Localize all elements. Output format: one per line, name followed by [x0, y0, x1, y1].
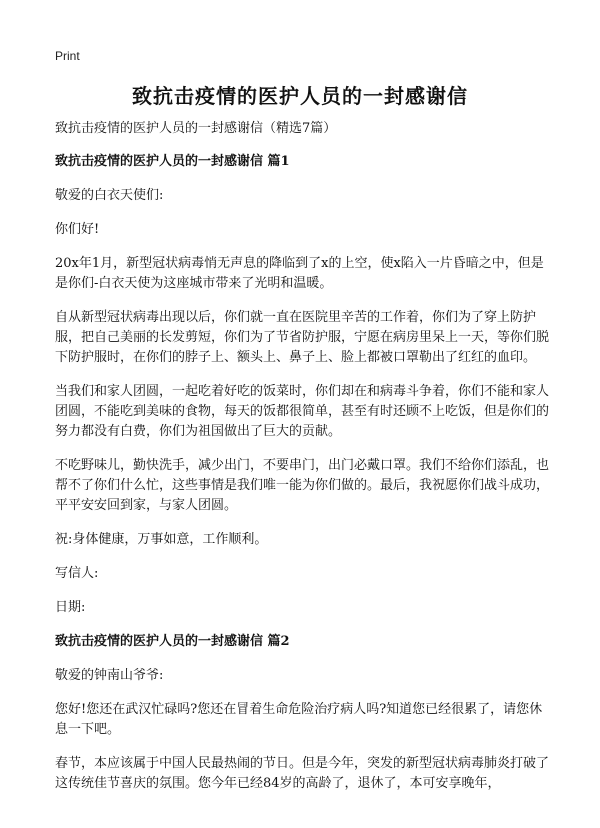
salutation: 敬爱的钟南山爷爷:: [55, 668, 164, 683]
page-title: 致抗击疫情的医护人员的一封感谢信: [132, 84, 468, 108]
closing-wish: 祝:身体健康，万事如意，工作顺利。: [55, 532, 268, 547]
article-heading: 致抗击疫情的医护人员的一封感谢信 篇1: [55, 154, 290, 169]
document-body: [55, 119, 550, 808]
body-paragraph: 您好!您还在武汉忙碌吗?您还在冒着生命危险治疗病人吗?知道您已经很累了，请您休息一下吧。: [55, 702, 543, 737]
body-paragraph: 当我们和家人团圆，一起吃着好吃的饭菜时，你们却在和病毒斗争着，你们不能和家人团圆，不能吃到美味的食物，每天的饭都很简单，甚至有时还顾不上吃饭，但是你们的努力都没有白费，你们为祖国做出了巨大的贡献。: [55, 384, 550, 439]
body-paragraph: 不吃野味儿，勤快洗手，减少出门，不要串门，出门必戴口罩。我们不给你们添乱，也帮不了你们什么忙，这些事情是我们唯一能为你们做的。最后，我祝愿你们战斗成功，平平安安回到家，与家人团圆。: [55, 458, 550, 513]
date-line: 日期:: [55, 600, 86, 615]
print-link[interactable]: Print: [55, 49, 80, 63]
body-paragraph: 20x年1月，新型冠状病毒悄无声息的降临到了x的上空，使x陷入一片昏暗之中，但是是你们-白衣天使为这座城市带来了光明和温暖。: [55, 256, 544, 291]
body-paragraph: 春节，本应该属于中国人民最热闹的节日。但是今年，突发的新型冠状病毒肺炎打破了这传统佳节喜庆的氛围。您今年已经84岁的高龄了，退休了，本可安享晚年，: [55, 756, 550, 791]
body-paragraph: 自从新型冠状病毒出现以后，你们就一直在医院里辛苦的工作着，你们为了穿上防护服，把自己美丽的长发剪短，你们为了节省防护服，宁愿在病房里呆上一天，等你们脱下防护服时，在你们的脖子上、额头上、鼻子上、脸上都被口罩勒出了红红的血印。: [55, 310, 550, 365]
document-subtitle: 致抗击疫情的医护人员的一封感谢信（精选7篇）: [55, 121, 337, 136]
greeting: 你们好!: [55, 222, 100, 237]
salutation: 敬爱的白衣天使们:: [55, 188, 164, 203]
signature-line: 写信人:: [55, 566, 99, 581]
article-heading: 致抗击疫情的医护人员的一封感谢信 篇2: [55, 634, 290, 649]
